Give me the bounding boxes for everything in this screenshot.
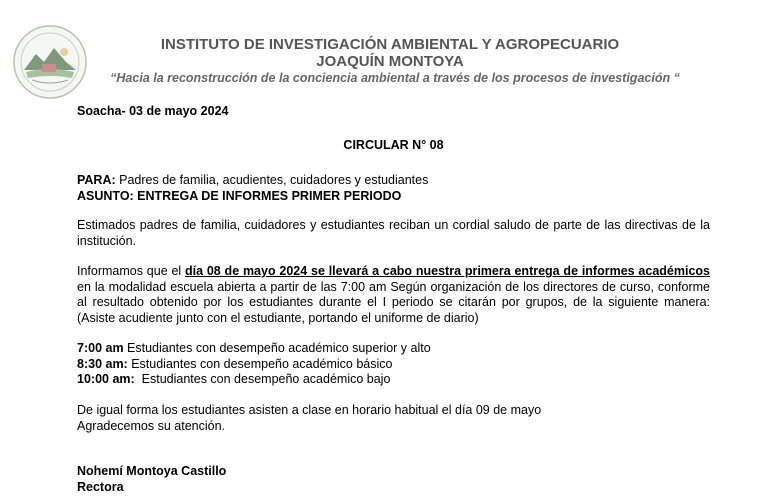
schedule-list [77,341,710,388]
closing-block [77,403,710,434]
recipients-block [77,173,710,204]
institution-motto: “Hacia la reconstrucción de la conciencia ambiental a través de los procesos de investigación “ [110,71,680,85]
para-label: PARA: [77,173,116,187]
closing-line: De igual forma los estudiantes asisten a clase en horario habitual el día 09 de mayo [77,403,542,417]
institution-name-line1: INSTITUTO DE INVESTIGACIÓN AMBIENTAL Y AGROPECUARIO [160,36,620,53]
para-line [77,173,710,189]
inform-rest: en la modalidad escuela abierta a partir de las 7:00 am Según organización de los directores de curso, conforme al resultado obtenido por los estudiantes durante el I periodo se citarán por grupos, de la siguiente manera: (Asiste acudiente junto con el estudiante, portando el uniforme de diario) [77,279,710,325]
schedule-text: Estudiantes con desempeño académico superior y alto [123,341,431,355]
schedule-time: 10:00 am: [77,372,135,386]
institution-name-line2: JOAQUÍN MONTOYA [316,53,464,70]
schedule-item [77,372,710,388]
schedule-time: 8:30 am: [77,356,128,371]
signatory-name: Nohemí Montoya Castillo [77,464,227,478]
inform-highlight: día 08 de mayo 2024 se llevará a cabo nuestra primera entrega de informes académicos [184,264,710,278]
date-line: Soacha- 03 de mayo 2024 [77,104,229,118]
inform-paragraph [77,264,710,326]
schedule-item [77,357,710,373]
thanks-line: Agradecemos su atención. [77,418,226,433]
inform-intro: Informamos que el [77,264,185,278]
signature-block [77,464,710,495]
schedule-item [77,341,710,357]
para-text: Padres de familia, acudientes, cuidadores y estudiantes [115,173,429,187]
schedule-text: Estudiantes con desempeño académico bajo [134,372,391,386]
signatory-role: Rectora [77,479,124,494]
circular-title: CIRCULAR N° 08 [343,138,444,152]
schedule-text: Estudiantes con desempeño académico básico [127,356,393,371]
school-seal-icon [12,24,88,100]
subject-line: ASUNTO: ENTREGA DE INFORMES PRIMER PERIODO [77,188,402,203]
schedule-time: 7:00 am [77,341,124,355]
greeting-paragraph: Estimados padres de familia, cuidadores y estudiantes reciban un cordial saludo de parte de las directivas de la institución. [77,218,710,248]
